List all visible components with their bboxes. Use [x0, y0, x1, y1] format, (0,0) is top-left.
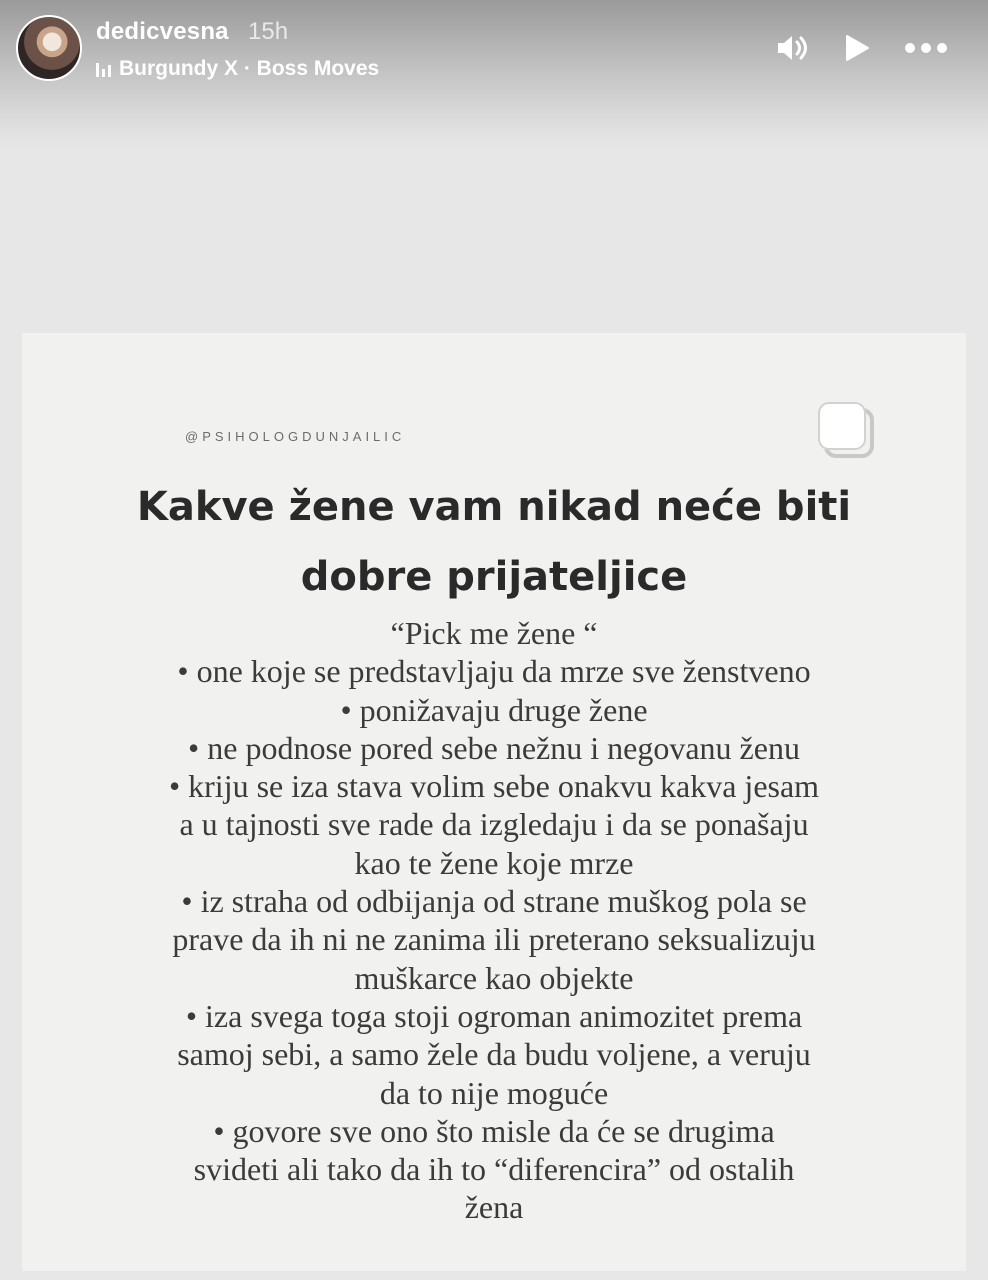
post-line: • kriju se iza stava volim sebe onakvu kakva jesam [168, 768, 820, 805]
play-icon[interactable] [840, 30, 874, 66]
post-line: • one koje se predstavljaju da mrze sve ženstveno [177, 653, 811, 690]
post-title-line-1: Kakve žene vam nikad neće biti [136, 484, 852, 530]
post-line: žena [464, 1189, 524, 1226]
post-line: samoj sebi, a samo žele da budu voljene, a veruju [177, 1036, 811, 1073]
post-line: • govore sve ono što misle da će se drugima [213, 1112, 775, 1149]
more-icon[interactable] [900, 30, 952, 66]
post-line: a u tajnosti sve rade da izgledaju i da se ponašaju [179, 806, 809, 843]
music-track-label: Burgundy X · Boss Moves [119, 57, 380, 80]
post-title-line-2: dobre prijateljice [300, 554, 688, 600]
avatar[interactable] [16, 15, 82, 81]
post-body [92, 614, 896, 1227]
post-line: • iz straha od odbijanja od strane muškog pola se [181, 883, 807, 920]
copy-icon[interactable] [816, 400, 878, 462]
music-bars-icon [96, 61, 111, 77]
post-title [70, 472, 918, 612]
post-line: da to nije moguće [379, 1074, 609, 1111]
post-line: • ponižavaju druge žene [340, 691, 648, 728]
post-line: prave da ih ni ne zanima ili preterano seksualizuju [172, 921, 816, 958]
post-line: • iza svega toga stoji ogroman animozitet prema [185, 997, 803, 1034]
post-line: muškarce kao objekte [354, 959, 634, 996]
post-line: kao te žene koje mrze [354, 844, 634, 881]
username[interactable]: dedicvesna [96, 18, 229, 45]
music-track[interactable] [96, 57, 379, 81]
post-line: • ne podnose pored sebe nežnu i negovanu ženu [188, 729, 800, 766]
post-line: “Pick me žene “ [390, 615, 598, 651]
timestamp: 15h [248, 18, 289, 45]
volume-icon[interactable] [772, 30, 812, 66]
post-line: svideti ali tako da ih to “diferencira” od ostalih [193, 1151, 795, 1188]
post-handle: @PSIHOLOGDUNJAILIC [185, 429, 406, 444]
